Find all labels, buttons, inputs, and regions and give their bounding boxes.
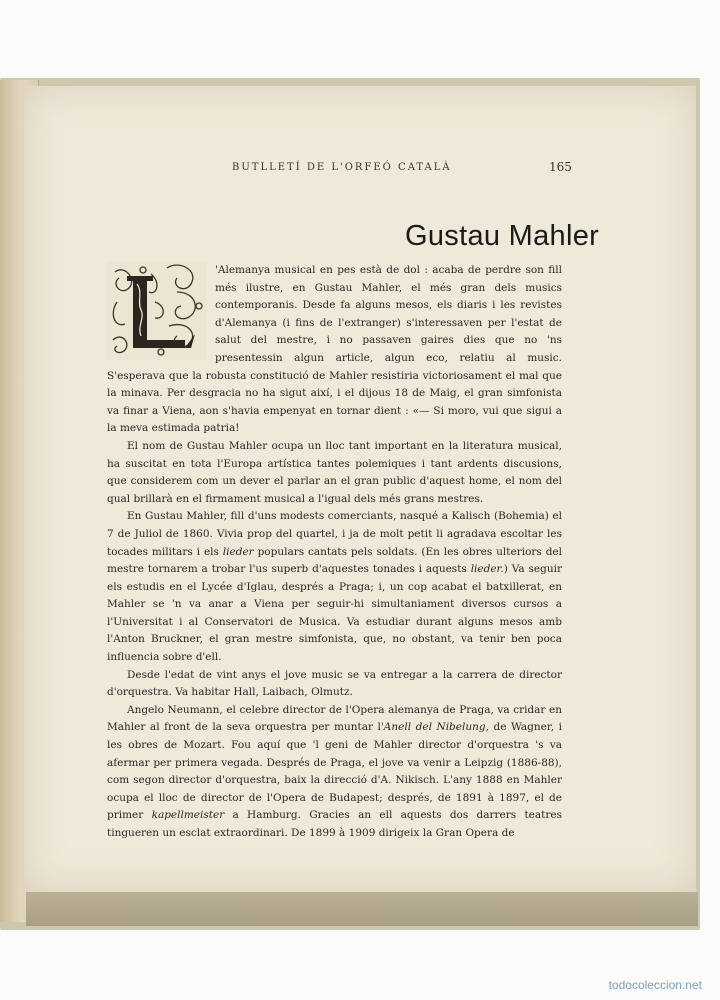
running-header: BUTLLETÍ DE L'ORFEÓ CATALÀ bbox=[232, 162, 452, 173]
paragraph-2: El nom de Gustau Mahler ocupa un lloc tant important en la literatura musical, ha suscitat en tota l'Europa artística tantes polemiques i tant ardents discusions, que considerem com un dever el parlar an el gran public d'aquest home, el nom del qual brillarà en el firmament musical a l'igual dels més grans mestres. bbox=[107, 439, 562, 505]
article-body bbox=[107, 262, 562, 843]
paragraph-3-text-b: populars cantats pels soldats. (En les obres ulteriors del mestre tornarem a trobar l'us superb d'aquestes tonades i aquests bbox=[107, 545, 562, 576]
article-title: Gustau Mahler bbox=[405, 220, 600, 252]
paragraph-3-text-a: En Gustau Mahler, fill d'uns modests comerciants, nasqué a Kalisch (Bohemia) el 7 de Juliol de 1860. Vivia prop del quartel, i ja de molt petit li agradava escoltar les tocades militars i els bbox=[107, 510, 562, 558]
paragraph-5 bbox=[107, 702, 562, 843]
dropcap-ornament-icon bbox=[107, 262, 207, 360]
lieder-italic-1: lieder bbox=[222, 545, 254, 558]
paragraph-1: 'Alemanya musical en pes està de dol : acaba de perdre son fill més ilustre, en Gustau Mahler, el més gran dels musics contemporanis. Desde fa alguns mesos, els diaris i les revistes d'Alemanya (i fins de l'extranger) s'interessaven per l'estat de salut del mestre, i no passaven gaires dies que no 'ns presentessin algun article, algun eco, relatiu al music. S'esperava que la robusta constitució de Mahler resistiria victoriosament el mal que la minava. Per desgracia no ha sigut així, i el dijous 18 de Maig, el gran simfonista va finar a Viena, aon s'havia empenyat en tornar dient : «— Si moro, vui que sigui a la meva estimada patria! bbox=[107, 264, 562, 435]
paragraph-5-text-c: a Hamburg. Gracies an ell aquests dos darrers teatres tingueren un esclat extraordinari. De 1899 à 1909 dirigeix la Gran Opera de bbox=[107, 809, 562, 839]
page-bottom-edge bbox=[26, 892, 698, 926]
paragraph-4: Desde l'edat de vint anys el jove music se va entregar a la carrera de director d'orquestra. Va habitar Hall, Laibach, Olmutz. bbox=[107, 668, 562, 699]
paragraph-3 bbox=[107, 508, 562, 666]
paragraph-3-text-c: ) Va seguir els estudis en el Lycée d'Iglau, després a Praga; i, un cop acabat el batxillerat, en Mahler se 'n va anar a Viena per seguir-hi simultaniament diversos cursos a l'Universitat i al Conservatori de Musica. Va estudiar durant alguns mesos amb l'Anton Bruckner, el gran mestre simfonista, que, no obstant, va tenir ben poca influencia sobre d'ell. bbox=[107, 563, 562, 664]
ornamental-dropcap bbox=[107, 262, 207, 360]
source-watermark: todocoleccion.net bbox=[608, 978, 702, 992]
paragraph-5-text-a: Angelo Neumann, el celebre director de l'Opera alemanya de Praga, va cridar en Mahler al front de la seva orquestra per muntar l' bbox=[107, 703, 562, 734]
paragraph-5-text-b: de Wagner, i les obres de Mozart. Fou aquí que 'l geni de Mahler director d'orquestra 's va afermar per primera vegada. Després de Praga, el jove va venir a Leipzig (1886-88), com segon director d'orquestra, baix la direcció d'A. Nikisch. L'any 1888 en Mahler ocupa el lloc de director de l'Opera de Budapest; després, de 1891 à 1897, el de primer bbox=[107, 721, 562, 822]
anell-italic: Anell del Nibelung, bbox=[383, 721, 489, 734]
lieder-italic-2: lieder. bbox=[470, 563, 504, 576]
kapellmeister-italic: kapellmeister bbox=[151, 809, 225, 822]
page-number: 165 bbox=[549, 160, 572, 174]
